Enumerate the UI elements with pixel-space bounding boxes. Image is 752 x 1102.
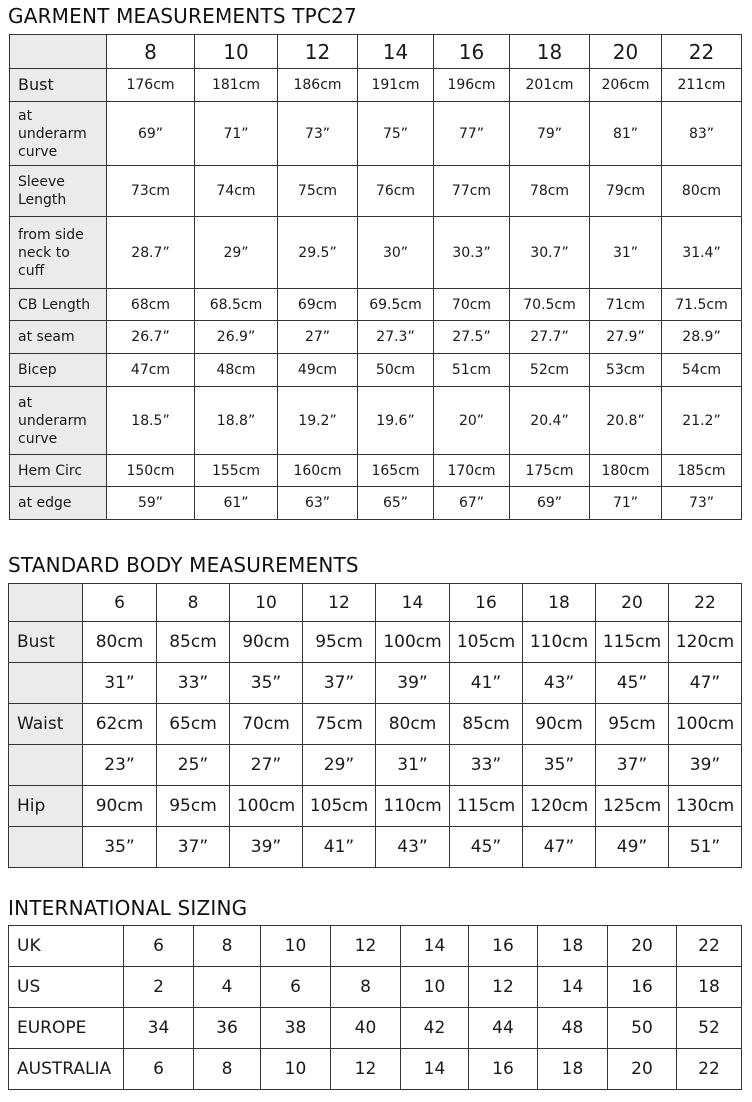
- size-cell: 6: [124, 926, 194, 967]
- size-header: 22: [662, 35, 742, 69]
- measurement-cell: 27.5”: [434, 321, 510, 354]
- measurement-cell: 176cm: [107, 69, 195, 102]
- garment-header-row: [10, 35, 742, 69]
- measurement-cell: 130cm: [669, 786, 742, 827]
- measurement-cell: 30.3”: [434, 217, 510, 289]
- corner-cell: [10, 35, 107, 69]
- size-header: 14: [358, 35, 434, 69]
- measurement-cell: 120cm: [523, 786, 596, 827]
- measurement-cell: 78cm: [510, 166, 590, 217]
- measurement-cell: 73”: [278, 102, 358, 166]
- row-label: Hip: [9, 786, 83, 827]
- table-row: [10, 217, 742, 289]
- row-label: Bust: [9, 622, 83, 663]
- measurement-cell: 54cm: [662, 354, 742, 387]
- garment-measurements-title: GARMENT MEASUREMENTS TPC27: [8, 4, 357, 28]
- size-cell: 18: [538, 1049, 608, 1090]
- size-header: 16: [450, 584, 523, 622]
- measurement-cell: 51cm: [434, 354, 510, 387]
- size-cell: 36: [194, 1008, 261, 1049]
- measurement-cell: 79cm: [590, 166, 662, 217]
- measurement-cell: 41”: [450, 663, 523, 704]
- row-label-line: at seam: [18, 329, 75, 345]
- international-sizing-title: INTERNATIONAL SIZING: [8, 896, 248, 920]
- table-row: [9, 663, 742, 704]
- measurement-cell: 65cm: [157, 704, 230, 745]
- row-label: [10, 166, 107, 217]
- measurement-cell: 20.8”: [590, 387, 662, 455]
- size-cell: 14: [401, 926, 469, 967]
- row-label-line: Hem Circ: [18, 462, 83, 479]
- measurement-cell: 62cm: [83, 704, 157, 745]
- measurement-cell: 41”: [303, 827, 376, 868]
- row-label-line: underarm: [18, 412, 87, 429]
- measurement-cell: 69.5cm: [358, 289, 434, 321]
- size-cell: 6: [124, 1049, 194, 1090]
- size-cell: 14: [401, 1049, 469, 1090]
- table-row: [10, 69, 742, 102]
- size-cell: 50: [608, 1008, 677, 1049]
- measurement-cell: 52cm: [510, 354, 590, 387]
- measurement-cell: 70.5cm: [510, 289, 590, 321]
- measurement-cell: 76cm: [358, 166, 434, 217]
- measurement-cell: 31.4”: [662, 217, 742, 289]
- row-label-line: Length: [18, 192, 67, 208]
- measurement-cell: 26.9”: [195, 321, 278, 354]
- measurement-cell: 90cm: [523, 704, 596, 745]
- row-label-line: underarm: [18, 125, 87, 142]
- measurement-cell: 77”: [434, 102, 510, 166]
- measurement-cell: 31”: [83, 663, 157, 704]
- measurement-cell: 181cm: [195, 69, 278, 102]
- measurement-cell: 80cm: [662, 166, 742, 217]
- measurement-cell: 71cm: [590, 289, 662, 321]
- size-header: 8: [107, 35, 195, 69]
- measurement-cell: 37”: [157, 827, 230, 868]
- size-cell: 34: [124, 1008, 194, 1049]
- size-cell: 22: [677, 926, 742, 967]
- measurement-cell: 90cm: [230, 622, 303, 663]
- region-label: AUSTRALIA: [9, 1049, 124, 1090]
- measurement-cell: 35”: [83, 827, 157, 868]
- measurement-cell: 35”: [230, 663, 303, 704]
- measurement-cell: 25”: [157, 745, 230, 786]
- measurement-cell: 20.4”: [510, 387, 590, 455]
- size-cell: 42: [401, 1008, 469, 1049]
- table-row: [10, 455, 742, 487]
- row-label: [9, 663, 83, 704]
- size-cell: 16: [469, 926, 538, 967]
- measurement-cell: 73cm: [107, 166, 195, 217]
- measurement-cell: 150cm: [107, 455, 195, 487]
- row-label: [10, 321, 107, 354]
- measurement-cell: 27.7”: [510, 321, 590, 354]
- row-label-line: at edge: [18, 495, 72, 511]
- table-row: [9, 967, 742, 1008]
- measurement-cell: 30.7”: [510, 217, 590, 289]
- size-header: 20: [590, 35, 662, 69]
- measurement-cell: 59”: [107, 487, 195, 520]
- measurement-cell: 23”: [83, 745, 157, 786]
- measurement-cell: 63”: [278, 487, 358, 520]
- size-cell: 12: [469, 967, 538, 1008]
- measurement-cell: 80cm: [83, 622, 157, 663]
- size-cell: 20: [608, 926, 677, 967]
- measurement-cell: 75cm: [303, 704, 376, 745]
- measurement-cell: 69”: [107, 102, 195, 166]
- row-label: [9, 745, 83, 786]
- region-label: UK: [9, 926, 124, 967]
- size-cell: 22: [677, 1049, 742, 1090]
- measurement-cell: 95cm: [157, 786, 230, 827]
- table-row: [10, 387, 742, 455]
- size-cell: 16: [608, 967, 677, 1008]
- measurement-cell: 186cm: [278, 69, 358, 102]
- measurement-cell: 70cm: [434, 289, 510, 321]
- measurement-cell: 18.8”: [195, 387, 278, 455]
- row-label: [9, 827, 83, 868]
- measurement-cell: 26.7”: [107, 321, 195, 354]
- size-cell: 2: [124, 967, 194, 1008]
- row-label: [10, 217, 107, 289]
- measurement-cell: 100cm: [230, 786, 303, 827]
- row-label: [10, 354, 107, 387]
- measurement-cell: 95cm: [596, 704, 669, 745]
- size-cell: 8: [194, 1049, 261, 1090]
- measurement-cell: 48cm: [195, 354, 278, 387]
- size-header: 8: [157, 584, 230, 622]
- measurement-cell: 68.5cm: [195, 289, 278, 321]
- measurement-cell: 47cm: [107, 354, 195, 387]
- measurement-cell: 39”: [376, 663, 450, 704]
- measurement-cell: 75cm: [278, 166, 358, 217]
- table-row: [9, 926, 742, 967]
- table-row: [10, 102, 742, 166]
- measurement-cell: 100cm: [376, 622, 450, 663]
- measurement-cell: 165cm: [358, 455, 434, 487]
- measurement-cell: 33”: [450, 745, 523, 786]
- measurement-cell: 110cm: [523, 622, 596, 663]
- table-row: [9, 827, 742, 868]
- measurement-cell: 79”: [510, 102, 590, 166]
- table-row: [10, 487, 742, 520]
- measurement-cell: 47”: [523, 827, 596, 868]
- measurement-cell: 27”: [278, 321, 358, 354]
- measurement-cell: 51”: [669, 827, 742, 868]
- international-sizing-table: [8, 925, 742, 1090]
- measurement-cell: 49”: [596, 827, 669, 868]
- measurement-cell: 115cm: [450, 786, 523, 827]
- measurement-cell: 71”: [590, 487, 662, 520]
- measurement-cell: 37”: [596, 745, 669, 786]
- measurement-cell: 69”: [510, 487, 590, 520]
- row-label: [10, 387, 107, 455]
- measurement-cell: 43”: [523, 663, 596, 704]
- table-row: [9, 622, 742, 663]
- row-label-line: at: [18, 107, 33, 124]
- measurement-cell: 20”: [434, 387, 510, 455]
- table-row: [9, 1008, 742, 1049]
- measurement-cell: 35”: [523, 745, 596, 786]
- row-label-line: curve: [18, 143, 58, 160]
- row-label: Waist: [9, 704, 83, 745]
- row-label-line: neck to: [18, 244, 70, 261]
- size-cell: 48: [538, 1008, 608, 1049]
- measurement-cell: 43”: [376, 827, 450, 868]
- size-cell: 38: [261, 1008, 331, 1049]
- measurement-cell: 33”: [157, 663, 230, 704]
- size-cell: 10: [261, 926, 331, 967]
- measurement-cell: 18.5”: [107, 387, 195, 455]
- size-header: 12: [278, 35, 358, 69]
- table-row: [9, 745, 742, 786]
- row-label-line: at: [18, 394, 33, 411]
- measurement-cell: 85cm: [157, 622, 230, 663]
- measurement-cell: 180cm: [590, 455, 662, 487]
- measurement-cell: 19.6”: [358, 387, 434, 455]
- measurement-cell: 95cm: [303, 622, 376, 663]
- measurement-cell: 90cm: [83, 786, 157, 827]
- table-row: [10, 289, 742, 321]
- measurement-cell: 70cm: [230, 704, 303, 745]
- table-row: [9, 1049, 742, 1090]
- table-row: [10, 354, 742, 387]
- row-label-line: CB Length: [18, 296, 91, 313]
- measurement-cell: 21.2”: [662, 387, 742, 455]
- size-cell: 8: [331, 967, 401, 1008]
- row-label: [10, 455, 107, 487]
- measurement-cell: 185cm: [662, 455, 742, 487]
- size-cell: 40: [331, 1008, 401, 1049]
- size-header: 22: [669, 584, 742, 622]
- measurement-cell: 191cm: [358, 69, 434, 102]
- measurement-cell: 81”: [590, 102, 662, 166]
- measurement-cell: 28.7”: [107, 217, 195, 289]
- measurement-cell: 120cm: [669, 622, 742, 663]
- measurement-cell: 61”: [195, 487, 278, 520]
- size-header: 16: [434, 35, 510, 69]
- region-label: US: [9, 967, 124, 1008]
- measurement-cell: 39”: [669, 745, 742, 786]
- row-label: [10, 102, 107, 166]
- size-cell: 14: [538, 967, 608, 1008]
- measurement-cell: 29.5”: [278, 217, 358, 289]
- measurement-cell: 19.2”: [278, 387, 358, 455]
- row-label-line: curve: [18, 430, 58, 447]
- measurement-cell: 27.9”: [590, 321, 662, 354]
- size-cell: 8: [194, 926, 261, 967]
- measurement-cell: 105cm: [303, 786, 376, 827]
- size-cell: 12: [331, 926, 401, 967]
- measurement-cell: 80cm: [376, 704, 450, 745]
- measurement-cell: 105cm: [450, 622, 523, 663]
- measurement-cell: 69cm: [278, 289, 358, 321]
- row-label: [10, 69, 107, 102]
- table-row: [9, 704, 742, 745]
- measurement-cell: 75”: [358, 102, 434, 166]
- table-row: [9, 786, 742, 827]
- size-header: 18: [523, 584, 596, 622]
- measurement-cell: 67”: [434, 487, 510, 520]
- measurement-cell: 110cm: [376, 786, 450, 827]
- size-cell: 10: [401, 967, 469, 1008]
- size-header: 20: [596, 584, 669, 622]
- measurement-cell: 49cm: [278, 354, 358, 387]
- row-label: [10, 487, 107, 520]
- measurement-cell: 68cm: [107, 289, 195, 321]
- measurement-cell: 45”: [450, 827, 523, 868]
- measurement-cell: 77cm: [434, 166, 510, 217]
- size-header: 10: [195, 35, 278, 69]
- size-cell: 52: [677, 1008, 742, 1049]
- measurement-cell: 27”: [230, 745, 303, 786]
- measurement-cell: 47”: [669, 663, 742, 704]
- region-label: EUROPE: [9, 1008, 124, 1049]
- measurement-cell: 31”: [376, 745, 450, 786]
- measurement-cell: 65”: [358, 487, 434, 520]
- measurement-cell: 30”: [358, 217, 434, 289]
- table-row: [10, 321, 742, 354]
- size-cell: 18: [538, 926, 608, 967]
- row-label-line: Bicep: [18, 362, 57, 378]
- measurement-cell: 196cm: [434, 69, 510, 102]
- measurement-cell: 100cm: [669, 704, 742, 745]
- size-header: 14: [376, 584, 450, 622]
- size-cell: 16: [469, 1049, 538, 1090]
- measurement-cell: 175cm: [510, 455, 590, 487]
- measurement-cell: 29”: [303, 745, 376, 786]
- measurement-cell: 29”: [195, 217, 278, 289]
- size-cell: 20: [608, 1049, 677, 1090]
- measurement-cell: 74cm: [195, 166, 278, 217]
- measurement-cell: 211cm: [662, 69, 742, 102]
- row-label-line: Sleeve: [18, 174, 65, 190]
- measurement-cell: 125cm: [596, 786, 669, 827]
- standard-body-title: STANDARD BODY MEASUREMENTS: [8, 553, 359, 577]
- row-label-line: cuff: [18, 262, 45, 279]
- table-row: [10, 166, 742, 217]
- measurement-cell: 53cm: [590, 354, 662, 387]
- measurement-cell: 27.3”: [358, 321, 434, 354]
- measurement-cell: 39”: [230, 827, 303, 868]
- measurement-cell: 31”: [590, 217, 662, 289]
- measurement-cell: 206cm: [590, 69, 662, 102]
- size-header: 6: [83, 584, 157, 622]
- size-header: 12: [303, 584, 376, 622]
- row-label: [10, 289, 107, 321]
- corner-cell: [9, 584, 83, 622]
- measurement-cell: 71.5cm: [662, 289, 742, 321]
- row-label-line: from side: [18, 226, 84, 243]
- size-cell: 18: [677, 967, 742, 1008]
- size-cell: 6: [261, 967, 331, 1008]
- measurement-cell: 160cm: [278, 455, 358, 487]
- size-cell: 4: [194, 967, 261, 1008]
- measurement-cell: 155cm: [195, 455, 278, 487]
- measurement-cell: 28.9”: [662, 321, 742, 354]
- body-header-row: [9, 584, 742, 622]
- measurement-cell: 45”: [596, 663, 669, 704]
- measurement-cell: 50cm: [358, 354, 434, 387]
- measurement-cell: 37”: [303, 663, 376, 704]
- size-cell: 12: [331, 1049, 401, 1090]
- measurement-cell: 201cm: [510, 69, 590, 102]
- size-cell: 44: [469, 1008, 538, 1049]
- measurement-cell: 170cm: [434, 455, 510, 487]
- standard-body-table: [8, 583, 742, 868]
- measurement-cell: 85cm: [450, 704, 523, 745]
- size-header: 10: [230, 584, 303, 622]
- size-cell: 10: [261, 1049, 331, 1090]
- measurement-cell: 73”: [662, 487, 742, 520]
- garment-measurements-table: [9, 34, 742, 520]
- size-header: 18: [510, 35, 590, 69]
- measurement-cell: 115cm: [596, 622, 669, 663]
- measurement-cell: 71”: [195, 102, 278, 166]
- row-label-line: Bust: [18, 75, 54, 94]
- measurement-cell: 83”: [662, 102, 742, 166]
